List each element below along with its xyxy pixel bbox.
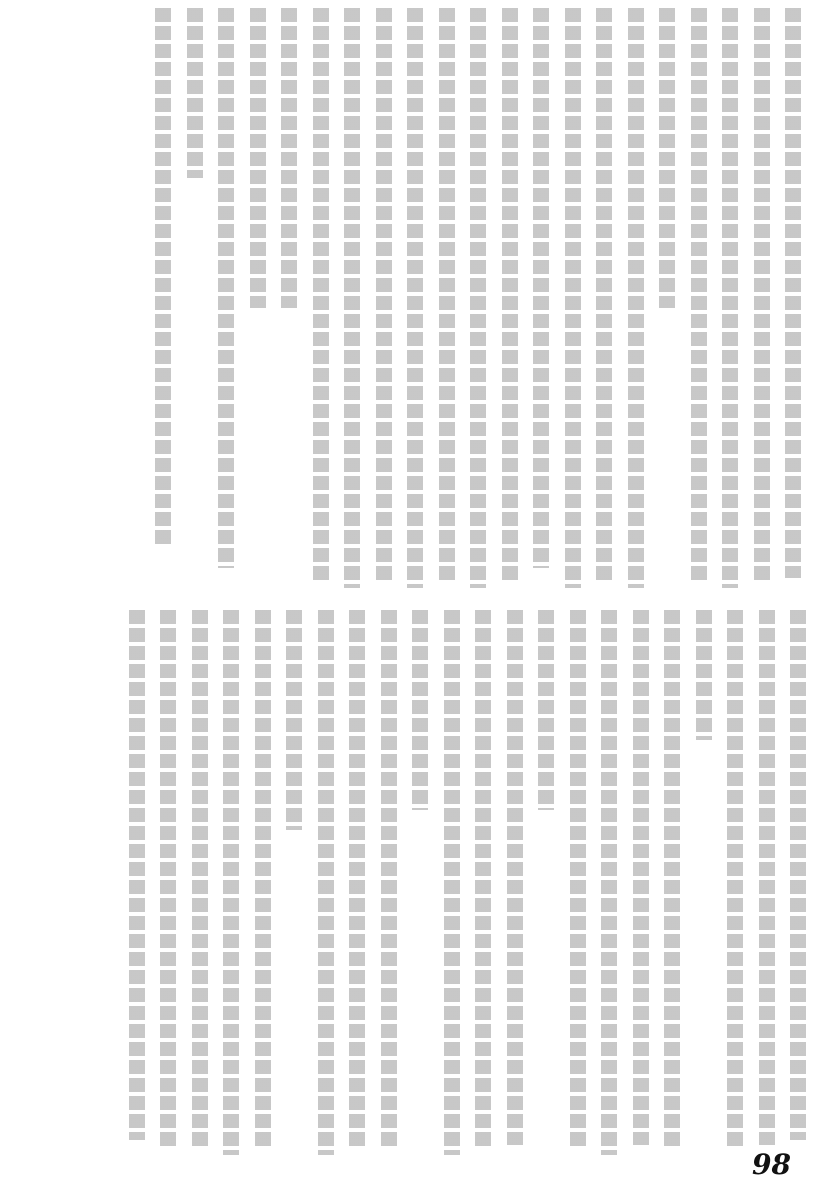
text-column-placeholder bbox=[565, 8, 581, 588]
text-column-placeholder bbox=[192, 610, 208, 1150]
text-column-placeholder bbox=[160, 610, 176, 1150]
text-column-placeholder bbox=[218, 8, 234, 568]
text-column-placeholder bbox=[628, 8, 644, 588]
text-column-placeholder bbox=[281, 8, 297, 308]
text-column-placeholder bbox=[407, 8, 423, 588]
text-column-placeholder bbox=[250, 8, 266, 308]
text-column-placeholder bbox=[633, 610, 649, 1145]
text-column-placeholder bbox=[439, 8, 455, 583]
text-column-placeholder bbox=[376, 8, 392, 583]
text-column-placeholder bbox=[596, 8, 612, 583]
text-column-placeholder bbox=[313, 8, 329, 583]
text-column-placeholder bbox=[318, 610, 334, 1155]
text-column-placeholder bbox=[286, 610, 302, 830]
text-column-placeholder bbox=[754, 8, 770, 583]
text-column-placeholder bbox=[727, 610, 743, 1150]
text-column-placeholder bbox=[255, 610, 271, 1150]
text-column-placeholder bbox=[722, 8, 738, 588]
text-column-placeholder bbox=[412, 610, 428, 810]
text-column-placeholder bbox=[696, 610, 712, 740]
text-column-placeholder bbox=[502, 8, 518, 583]
text-column-placeholder bbox=[664, 610, 680, 1150]
text-column-placeholder bbox=[507, 610, 523, 1145]
text-column-placeholder bbox=[570, 610, 586, 1150]
text-column-placeholder bbox=[129, 610, 145, 1140]
text-column-placeholder bbox=[533, 8, 549, 568]
text-column-placeholder bbox=[759, 610, 775, 1145]
text-column-placeholder bbox=[155, 8, 171, 548]
text-column-placeholder bbox=[470, 8, 486, 588]
text-column-placeholder bbox=[785, 8, 801, 578]
text-column-placeholder bbox=[223, 610, 239, 1155]
text-column-placeholder bbox=[790, 610, 806, 1140]
text-column-placeholder bbox=[381, 610, 397, 1150]
text-column-placeholder bbox=[344, 8, 360, 588]
text-column-placeholder bbox=[538, 610, 554, 810]
text-column-placeholder bbox=[475, 610, 491, 1150]
page-number: 98 bbox=[752, 1148, 791, 1181]
text-column-placeholder bbox=[444, 610, 460, 1155]
text-column-placeholder bbox=[601, 610, 617, 1155]
text-column-placeholder bbox=[691, 8, 707, 583]
text-column-placeholder bbox=[187, 8, 203, 178]
text-column-placeholder bbox=[659, 8, 675, 308]
text-column-placeholder bbox=[349, 610, 365, 1150]
